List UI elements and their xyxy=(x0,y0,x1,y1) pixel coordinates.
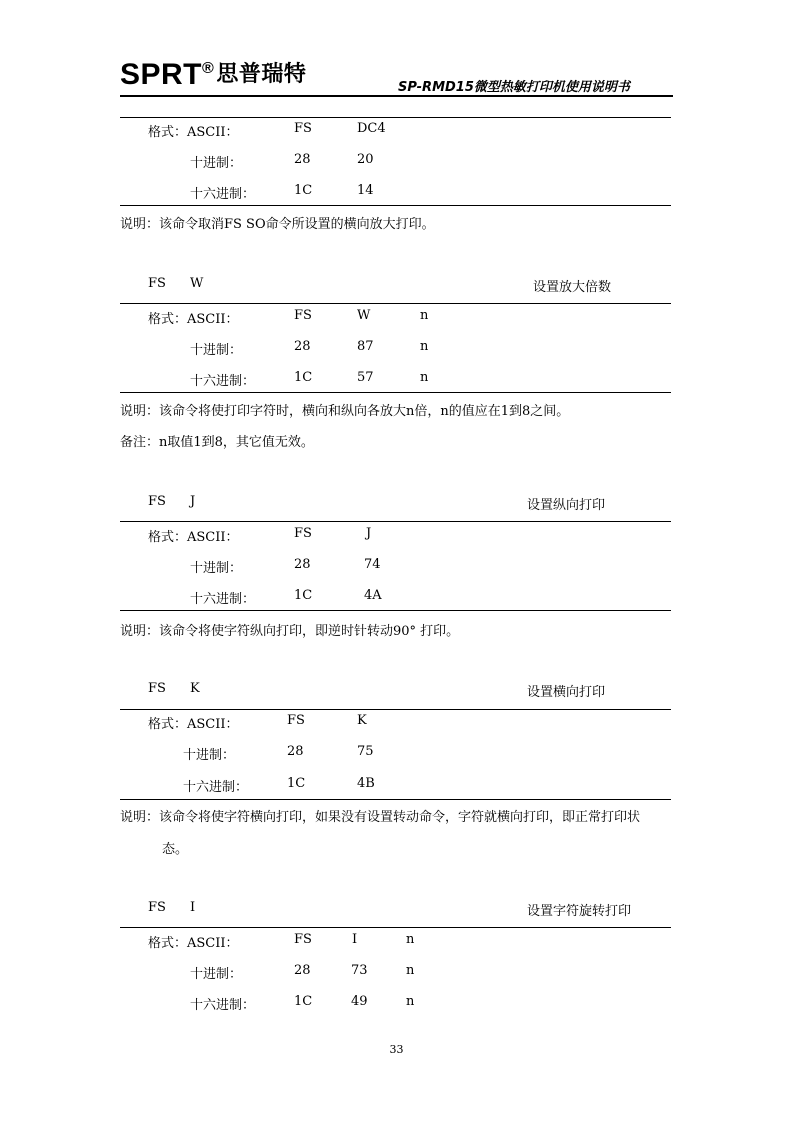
command-name: FS xyxy=(148,494,166,509)
document-title: SP-RMD15微型热敏打印机使用说明书 xyxy=(398,80,630,95)
ascii-value: DC4 xyxy=(357,121,386,136)
decimal-value: n xyxy=(406,963,415,978)
hex-value: 4B xyxy=(357,776,375,791)
hex-value: n xyxy=(420,370,429,385)
command-arg: I xyxy=(190,900,196,915)
section-top-rule xyxy=(120,709,671,710)
section-bottom-rule xyxy=(120,205,671,206)
decimal-label: 十进制： xyxy=(190,156,243,171)
page-number: 33 xyxy=(389,1043,404,1056)
decimal-value: 75 xyxy=(357,744,374,759)
format-ascii-label: 格式：ASCII： xyxy=(148,936,239,951)
ascii-value: K xyxy=(357,713,367,728)
command-arg: J xyxy=(190,494,196,509)
brand-logo xyxy=(120,58,306,92)
decimal-value: 28 xyxy=(294,963,311,978)
format-ascii-label: 格式：ASCII： xyxy=(148,530,239,545)
decimal-value: n xyxy=(420,339,429,354)
section-top-rule xyxy=(120,927,671,928)
command-name: FS xyxy=(148,681,166,696)
description-continued: 态。 xyxy=(162,842,189,857)
section-top-rule xyxy=(120,521,671,522)
header-rule xyxy=(120,95,673,97)
section-top-rule xyxy=(120,117,671,118)
format-ascii-label: 格式：ASCII： xyxy=(148,312,239,327)
decimal-value: 28 xyxy=(294,339,311,354)
decimal-label: 十进制： xyxy=(190,967,243,982)
hex-value: 4A xyxy=(364,588,382,603)
ascii-value: n xyxy=(406,932,415,947)
ascii-value: n xyxy=(420,308,429,323)
note: 备注：n取值1到8，其它值无效。 xyxy=(120,435,314,450)
ascii-value: FS xyxy=(287,713,305,728)
hex-value: 1C xyxy=(294,994,313,1009)
brand-name: SPRT xyxy=(120,58,203,91)
ascii-value: FS xyxy=(294,932,312,947)
ascii-value: W xyxy=(357,308,371,323)
hex-label: 十六进制： xyxy=(190,592,256,607)
registered-mark: ® xyxy=(202,60,215,77)
command-title: 设置放大倍数 xyxy=(533,280,612,295)
brand-name-cn: 思普瑞特 xyxy=(216,62,307,87)
description: 说明：该命令将使字符纵向打印，即逆时针转动90° 打印。 xyxy=(120,624,460,639)
decimal-value: 28 xyxy=(287,744,304,759)
hex-value: 14 xyxy=(357,183,374,198)
ascii-value: FS xyxy=(294,121,312,136)
decimal-label: 十进制： xyxy=(190,561,243,576)
command-name: FS xyxy=(148,900,166,915)
hex-value: 1C xyxy=(294,370,313,385)
command-arg: W xyxy=(190,276,204,291)
decimal-value: 28 xyxy=(294,152,311,167)
description: 说明：该命令将使打印字符时，横向和纵向各放大n倍，n的值应在1到8之间。 xyxy=(120,404,570,419)
ascii-value: J xyxy=(366,526,372,541)
command-name: FS xyxy=(148,276,166,291)
hex-value: n xyxy=(406,994,415,1009)
decimal-label: 十进制： xyxy=(190,343,243,358)
format-ascii-label: 格式：ASCII： xyxy=(148,125,239,140)
hex-value: 1C xyxy=(287,776,306,791)
hex-label: 十六进制： xyxy=(190,998,256,1013)
decimal-label: 十进制： xyxy=(183,748,236,763)
command-arg: K xyxy=(190,681,200,696)
command-title: 设置字符旋转打印 xyxy=(527,904,632,919)
hex-label: 十六进制： xyxy=(190,187,256,202)
format-ascii-label: 格式：ASCII： xyxy=(148,717,239,732)
hex-value: 1C xyxy=(294,183,313,198)
ascii-value: FS xyxy=(294,526,312,541)
command-title: 设置纵向打印 xyxy=(527,498,606,513)
decimal-value: 20 xyxy=(357,152,374,167)
section-bottom-rule xyxy=(120,799,671,800)
hex-label: 十六进制： xyxy=(190,374,256,389)
description: 说明：该命令取消FS SO命令所设置的横向放大打印。 xyxy=(120,217,435,232)
section-bottom-rule xyxy=(120,392,671,393)
section-top-rule xyxy=(120,303,671,304)
decimal-value: 28 xyxy=(294,557,311,572)
hex-label: 十六进制： xyxy=(183,780,249,795)
ascii-value: FS xyxy=(294,308,312,323)
hex-value: 1C xyxy=(294,588,313,603)
section-bottom-rule xyxy=(120,610,671,611)
decimal-value: 74 xyxy=(364,557,381,572)
hex-value: 49 xyxy=(351,994,368,1009)
decimal-value: 87 xyxy=(357,339,374,354)
description: 说明：该命令将使字符横向打印，如果没有设置转动命令，字符就横向打印，即正常打印状 xyxy=(120,810,641,825)
decimal-value: 73 xyxy=(351,963,368,978)
hex-value: 57 xyxy=(357,370,374,385)
command-title: 设置横向打印 xyxy=(527,685,606,700)
ascii-value: I xyxy=(352,932,358,947)
